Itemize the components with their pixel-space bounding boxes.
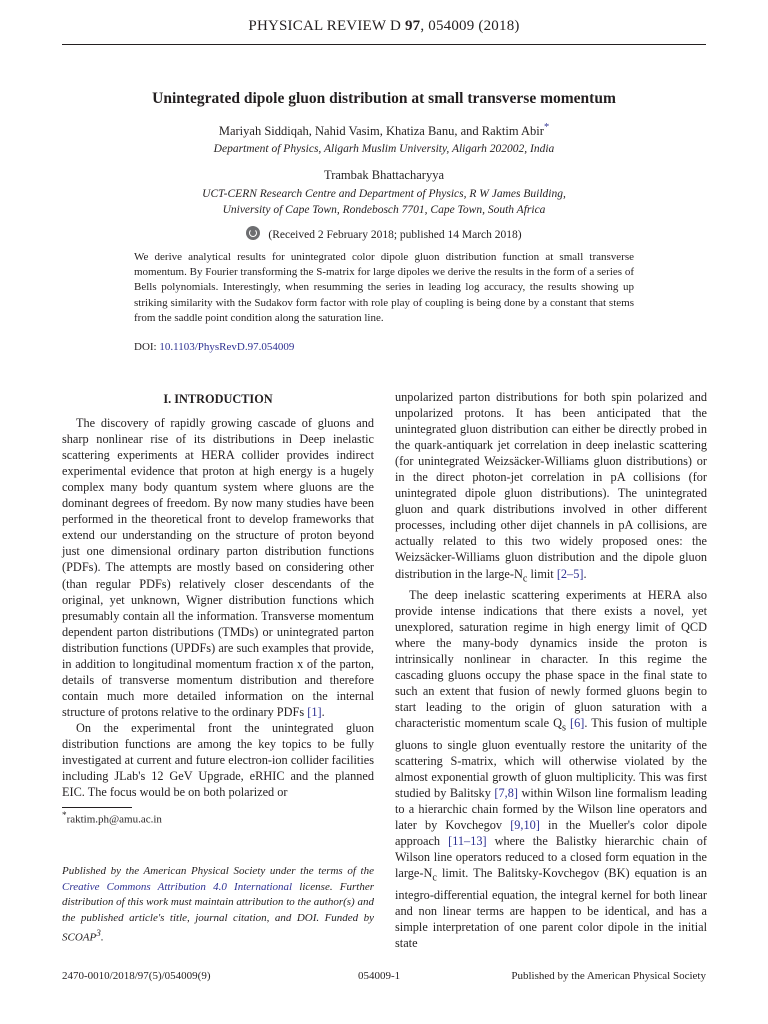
abstract: We derive analytical results for unintegrated color dipole gluon distribution function at small transverse momentum. By Fourier transforming the S-matrix for large dipoles we derive the results in the form of a series of Bells polynomials. Interestingly, when resumming the series in leading log accuracy, the results showing up striking similarity with the Sudakov form factor with role play of coupling is being done by a constant that stems from the saddle point condition along the saturation line. — [134, 251, 634, 324]
journal-header — [62, 18, 706, 45]
received-dates — [62, 226, 706, 241]
doi-line — [134, 341, 294, 353]
citation-9-10[interactable]: [9,10] — [510, 818, 540, 833]
intro-paragraph-4: The deep inelastic scattering experiments at HERA also provide intense indications that there exists a novel, yet unexplored, saturation regime in high energy limit of QCD where the many-body dynamics inside the proton is intrinsically nonlinear in character. In this regime the cascading gluons occupy the phase space in the final state to such an extent that fusion of newly formed gluons begin to start leading to the origin of gluon saturation with a characteristic momentum scale $Q_s$ [6]. This fusion of multiple gluons to single gluon eventually restore the unitarity of the scattering S-matrix, which will otherwise violated by the almost exponential growth of gluon multiplicity. This was first studied by Balitsky [7,8] within Wilson line formalism leading to a hierarchic chain formed by the Wilson line operators and later by Kovchegov [9,10] in the Mueller's color dipole approach [11–13] where the Balistky hierarchic chain of Wilson line operators reduced to a closed form equation in the large-$N_c$ limit. The Balitsky-Kovchegov (BK) equation is an integro-differential equation, the integral kernel for both linear and non linear terms are happen to be identical, and has a simple interpretation of one parent color dipole in the initial state — [395, 588, 708, 950]
journal-volume: 97 — [404, 18, 421, 34]
article-number: , 054009 (2018) — [420, 18, 520, 34]
received-text: (Received 2 February 2018; published 14 March 2018) — [268, 229, 522, 241]
paper-title: Unintegrated dipole gluon distribution at small transverse momentum — [152, 90, 616, 107]
footnote — [62, 810, 162, 826]
citation-7-8[interactable]: [7,8] — [494, 786, 518, 801]
footer-issn: 2470-0010/2018/97(5)/054009(9) — [62, 970, 211, 982]
intro-paragraph-3: unpolarized parton distributions for both spin polarized and unpolarized protons. It has been anticipated that the unintegrated gluon distribution can either be directly probed in the quark-antiquark jet correlation in deep inelastic scattering (for unintegrated Weizsäcker-Williams gluon distributions) or in the direct photon-jet correlation in pA collisions (for unintegrated dipole gluon distributions). The unintegrated gluon and quark distributions involved in other different processes, including other dijet channels in pA collisions, are actually related to this two widely proposed ones: the Weizsäcker-Williams gluon distribution and the dipole gluon distribution in the large-$N_c$ limit [2–5]. — [395, 390, 707, 584]
author-secondary: Trambak Bhattacharyya — [324, 168, 444, 182]
affiliation-2-line2: University of Cape Town, Rondebosch 7701, Cape Town, South Africa — [222, 204, 546, 216]
author-list — [62, 122, 706, 139]
left-column — [62, 388, 374, 800]
section-heading: I. INTRODUCTION — [163, 392, 273, 406]
footnote-mark: * — [62, 810, 67, 820]
footnote-email[interactable]: raktim.ph@amu.ac.in — [66, 813, 162, 826]
citation-6[interactable]: [6] — [570, 716, 585, 731]
license-link[interactable]: Creative Commons Attribution 4.0 International — [62, 880, 293, 893]
license-notice: Published by the American Physical Society under the terms of the Creative Commons Attribution 4.0 International license. Further distribution of this work must maintain attribution to the author(s) and the published article's title, journal citation, and DOI. Funded by SCOAP$^3$. — [62, 865, 374, 944]
affiliation-2 — [62, 186, 706, 218]
intro-paragraph-1: The discovery of rapidly growing cascade of gluons and sharp nonlinear rise of its distributions in Deep inelastic scattering experiments at HERA collider provides indirect experimental evidence that proton at high energy is a hugely complex many body quantum system where gluons are the dominant degrees of freedom. By now many studies have been performed in the theoretical front to develop frameworks that extend our understanding on the structure of proton beyond just one dimensional ordinary parton distribution functions (PDFs). The attempts are mostly based on considering other (than regular PDFs) relatively closer descendants of the original, yet unknown, Wigner distribution functions which presumably contain all the information. Transverse momentum dependent parton distributions (TMDs) or unintegrated parton distribution functions (UPDFs) are such examples that provide, in addition to longitudinal momentum fraction x of the parton, details of transverse momentum distribution and therefore contain much more detailed information on the internal structure of protons relative to the ordinary PDFs [1]. — [62, 416, 374, 719]
footnote-divider — [62, 807, 132, 808]
citation-2-5[interactable]: [2–5] — [556, 566, 584, 581]
citation-1[interactable]: [1] — [307, 704, 322, 719]
affiliation-1: Department of Physics, Aligarh Muslim University, Aligarh 202002, India — [213, 143, 555, 155]
affiliation-2-line1: UCT-CERN Research Centre and Department of Physics, R W James Building, — [202, 188, 566, 200]
citation-11-13[interactable]: [11–13] — [448, 834, 487, 849]
footer-page-number: 054009-1 — [358, 970, 401, 982]
journal-name: PHYSICAL REVIEW D — [248, 18, 401, 34]
doi-label: DOI: — [134, 341, 157, 353]
authors-primary: Mariyah Siddiqah, Nahid Vasim, Khatiza Banu, and Raktim Abir — [218, 124, 544, 139]
crossmark-icon[interactable] — [246, 226, 260, 240]
right-column — [395, 389, 707, 951]
footer-publisher: Published by the American Physical Society — [511, 970, 706, 982]
corresponding-author-mark[interactable]: * — [543, 122, 550, 133]
doi-link[interactable]: 10.1103/PhysRevD.97.054009 — [159, 341, 295, 353]
intro-paragraph-2: On the experimental front the unintegrated gluon distribution functions are among the key topics to be fully investigated at current and future electron-ion collider facilities including JLab's 12 GeV Upgrade, eRHIC and the planned EIC. The focus would be on both polarized or — [62, 720, 374, 800]
